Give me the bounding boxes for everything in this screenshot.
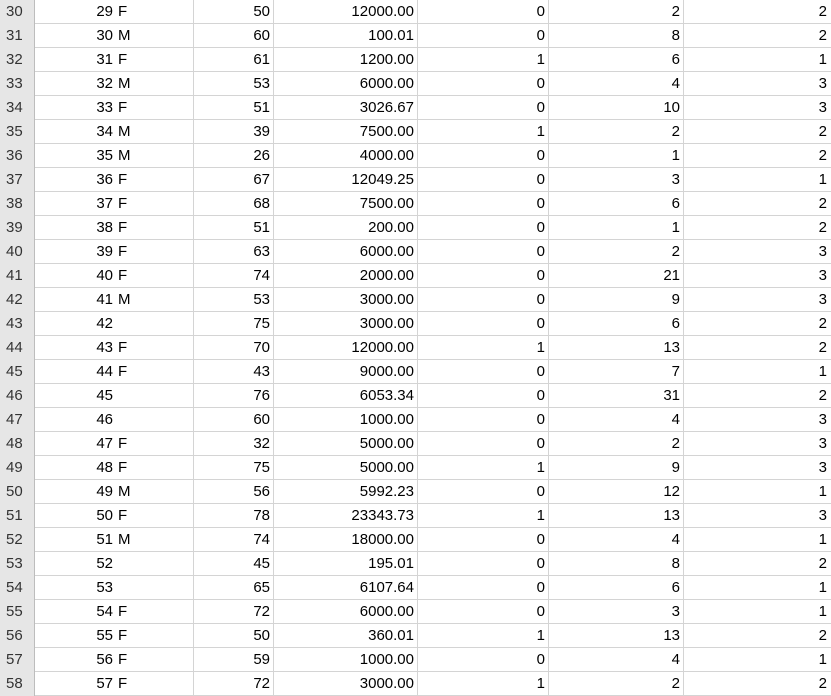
cell-id[interactable]: 55 [96, 627, 113, 644]
cell-id[interactable]: 47 [96, 435, 113, 452]
cell-id[interactable]: 54 [96, 603, 113, 620]
cell-count[interactable]: 7 [549, 360, 684, 384]
cell-binary-flag[interactable]: 1 [418, 120, 549, 144]
cell-id[interactable]: 34 [96, 123, 113, 140]
cell-amount[interactable]: 100.01 [274, 24, 418, 48]
cell-age[interactable]: 26 [194, 144, 274, 168]
cell-age[interactable]: 56 [194, 480, 274, 504]
table-row [0, 0, 831, 24]
cell-category[interactable]: 1 [818, 603, 827, 620]
cell-sex[interactable] [115, 408, 194, 432]
cell-age[interactable]: 51 [194, 216, 274, 240]
cell-count[interactable]: 9 [549, 288, 684, 312]
cell-sex[interactable]: F [115, 240, 194, 264]
cell-amount[interactable]: 12049.25 [274, 168, 418, 192]
row-header[interactable]: 47 [0, 408, 35, 432]
cell-amount[interactable]: 6000.00 [274, 72, 418, 96]
cell-count[interactable]: 3 [549, 600, 684, 624]
table-row [0, 600, 831, 624]
cell-binary-flag[interactable]: 0 [418, 168, 549, 192]
row-header[interactable]: 42 [0, 288, 35, 312]
table-row [0, 648, 831, 672]
cell-binary-flag[interactable]: 1 [418, 456, 549, 480]
cell-count[interactable]: 1 [549, 216, 684, 240]
cell-category[interactable]: 1 [818, 363, 827, 380]
cell-amount[interactable]: 3026.67 [274, 96, 418, 120]
cell-id[interactable]: 40 [96, 267, 113, 284]
cell-binary-flag[interactable]: 0 [418, 528, 549, 552]
cell-amount[interactable]: 7500.00 [274, 120, 418, 144]
table-row [0, 240, 831, 264]
cell-binary-flag[interactable]: 0 [418, 312, 549, 336]
cell-id[interactable]: 49 [96, 483, 113, 500]
table-row [0, 456, 831, 480]
cell-age[interactable]: 75 [194, 456, 274, 480]
cell-sex[interactable]: F [115, 672, 194, 696]
cell-binary-flag[interactable]: 0 [418, 264, 549, 288]
cell-sex[interactable]: F [115, 600, 194, 624]
cell-id[interactable]: 46 [96, 411, 113, 428]
cell-count[interactable]: 4 [549, 648, 684, 672]
cell-count[interactable]: 4 [549, 528, 684, 552]
cell-sex[interactable]: M [115, 120, 194, 144]
cell-amount[interactable]: 6000.00 [274, 240, 418, 264]
cell-id[interactable]: 43 [96, 339, 113, 356]
cell-count[interactable]: 2 [549, 120, 684, 144]
row-header[interactable]: 51 [0, 504, 35, 528]
cell-age[interactable]: 70 [194, 336, 274, 360]
row-header[interactable]: 40 [0, 240, 35, 264]
cell-sex[interactable]: F [115, 456, 194, 480]
table-row [0, 384, 831, 408]
cell-binary-flag[interactable]: 0 [418, 216, 549, 240]
cell-age[interactable]: 75 [194, 312, 274, 336]
cell-sex[interactable]: F [115, 0, 194, 24]
cell-age[interactable]: 74 [194, 528, 274, 552]
cell-id[interactable]: 33 [96, 99, 113, 116]
cell-category[interactable]: 2 [818, 219, 827, 236]
cell-count[interactable]: 6 [549, 192, 684, 216]
cell-category[interactable]: 3 [818, 75, 827, 92]
row-header[interactable]: 52 [0, 528, 35, 552]
cell-amount[interactable]: 7500.00 [274, 192, 418, 216]
table-row [0, 576, 831, 600]
cell-amount[interactable]: 200.00 [274, 216, 418, 240]
cell-age[interactable]: 68 [194, 192, 274, 216]
cell-category[interactable]: 3 [818, 243, 827, 260]
cell-amount[interactable]: 5000.00 [274, 432, 418, 456]
cell-amount[interactable]: 12000.00 [274, 0, 418, 24]
row-header[interactable]: 55 [0, 600, 35, 624]
table-row [0, 360, 831, 384]
row-header[interactable]: 45 [0, 360, 35, 384]
cell-sex[interactable]: F [115, 168, 194, 192]
cell-id[interactable]: 29 [96, 3, 113, 20]
cell-sex[interactable] [115, 312, 194, 336]
cell-id[interactable]: 39 [96, 243, 113, 260]
cell-sex[interactable]: F [115, 432, 194, 456]
cell-binary-flag[interactable]: 1 [418, 672, 549, 696]
cell-age[interactable]: 72 [194, 672, 274, 696]
cell-amount[interactable]: 1200.00 [274, 48, 418, 72]
cell-id[interactable]: 30 [96, 27, 113, 44]
cell-amount[interactable]: 12000.00 [274, 336, 418, 360]
cell-sex[interactable]: F [115, 336, 194, 360]
cell-id[interactable]: 57 [96, 675, 113, 692]
cell-sex[interactable]: M [115, 288, 194, 312]
table-row [0, 408, 831, 432]
row-header[interactable]: 50 [0, 480, 35, 504]
cell-amount[interactable]: 4000.00 [274, 144, 418, 168]
cell-category[interactable]: 1 [818, 483, 827, 500]
cell-amount[interactable]: 195.01 [274, 552, 418, 576]
cell-category[interactable]: 3 [818, 435, 827, 452]
row-header[interactable]: 39 [0, 216, 35, 240]
cell-age[interactable]: 53 [194, 72, 274, 96]
table-row [0, 144, 831, 168]
cell-amount[interactable]: 1000.00 [274, 648, 418, 672]
row-header[interactable]: 49 [0, 456, 35, 480]
cell-count[interactable]: 2 [549, 240, 684, 264]
cell-count[interactable]: 9 [549, 456, 684, 480]
cell-category[interactable]: 3 [818, 291, 827, 308]
cell-count[interactable]: 6 [549, 576, 684, 600]
cell-id[interactable]: 35 [96, 147, 113, 164]
cell-count[interactable]: 4 [549, 408, 684, 432]
cell-category[interactable]: 1 [818, 651, 827, 668]
cell-category[interactable]: 3 [818, 99, 827, 116]
cell-amount[interactable]: 18000.00 [274, 528, 418, 552]
cell-category[interactable]: 2 [818, 3, 827, 20]
cell-count[interactable]: 2 [549, 432, 684, 456]
cell-binary-flag[interactable]: 0 [418, 480, 549, 504]
cell-binary-flag[interactable]: 0 [418, 600, 549, 624]
cell-category[interactable]: 2 [818, 195, 827, 212]
cell-count[interactable]: 31 [549, 384, 684, 408]
cell-age[interactable]: 61 [194, 48, 274, 72]
cell-age[interactable]: 74 [194, 264, 274, 288]
cell-sex[interactable]: F [115, 192, 194, 216]
cell-binary-flag[interactable]: 0 [418, 96, 549, 120]
cell-count[interactable]: 1 [549, 144, 684, 168]
cell-sex[interactable]: M [115, 528, 194, 552]
table-row [0, 336, 831, 360]
cell-category[interactable]: 1 [818, 531, 827, 548]
cell-age[interactable]: 72 [194, 600, 274, 624]
row-header[interactable]: 56 [0, 624, 35, 648]
cell-amount[interactable]: 5992.23 [274, 480, 418, 504]
cell-age[interactable]: 45 [194, 552, 274, 576]
cell-age[interactable]: 63 [194, 240, 274, 264]
row-header[interactable]: 32 [0, 48, 35, 72]
cell-age[interactable]: 51 [194, 96, 274, 120]
cell-sex[interactable]: M [115, 72, 194, 96]
table-row [0, 72, 831, 96]
cell-binary-flag[interactable]: 1 [418, 336, 549, 360]
cell-category[interactable]: 3 [818, 459, 827, 476]
table-row [0, 120, 831, 144]
cell-sex[interactable] [115, 384, 194, 408]
cell-sex[interactable] [115, 552, 194, 576]
table-row [0, 288, 831, 312]
cell-binary-flag[interactable]: 0 [418, 288, 549, 312]
table-row [0, 24, 831, 48]
row-header[interactable]: 35 [0, 120, 35, 144]
cell-sex[interactable]: F [115, 216, 194, 240]
row-header[interactable]: 54 [0, 576, 35, 600]
cell-age[interactable]: 60 [194, 24, 274, 48]
cell-category[interactable]: 2 [818, 555, 827, 572]
cell-sex[interactable]: F [115, 624, 194, 648]
row-header[interactable]: 38 [0, 192, 35, 216]
row-header[interactable]: 44 [0, 336, 35, 360]
cell-category[interactable]: 2 [818, 387, 827, 404]
cell-category[interactable]: 1 [818, 171, 827, 188]
cell-binary-flag[interactable]: 0 [418, 360, 549, 384]
row-header[interactable]: 46 [0, 384, 35, 408]
cell-sex[interactable]: F [115, 648, 194, 672]
cell-category[interactable]: 2 [818, 675, 827, 692]
cell-category[interactable]: 3 [818, 507, 827, 524]
cell-id[interactable]: 31 [96, 51, 113, 68]
cell-category[interactable]: 1 [818, 579, 827, 596]
row-header[interactable]: 31 [0, 24, 35, 48]
table-row [0, 504, 831, 528]
cell-amount[interactable]: 23343.73 [274, 504, 418, 528]
cell-id[interactable]: 37 [96, 195, 113, 212]
cell-amount[interactable]: 9000.00 [274, 360, 418, 384]
cell-amount[interactable]: 3000.00 [274, 288, 418, 312]
cell-count[interactable]: 2 [549, 672, 684, 696]
cell-id[interactable]: 52 [96, 555, 113, 572]
cell-amount[interactable]: 6053.34 [274, 384, 418, 408]
cell-binary-flag[interactable]: 0 [418, 552, 549, 576]
cell-id[interactable]: 48 [96, 459, 113, 476]
cell-count[interactable]: 10 [549, 96, 684, 120]
cell-sex[interactable]: F [115, 96, 194, 120]
table-row [0, 216, 831, 240]
cell-count[interactable]: 4 [549, 72, 684, 96]
cell-id[interactable]: 36 [96, 171, 113, 188]
cell-category[interactable]: 3 [818, 267, 827, 284]
cell-amount[interactable]: 6000.00 [274, 600, 418, 624]
cell-id[interactable]: 42 [96, 315, 113, 332]
cell-age[interactable]: 50 [194, 0, 274, 24]
cell-binary-flag[interactable]: 0 [418, 192, 549, 216]
cell-binary-flag[interactable]: 1 [418, 504, 549, 528]
table-row [0, 168, 831, 192]
row-header[interactable]: 48 [0, 432, 35, 456]
cell-amount[interactable]: 3000.00 [274, 312, 418, 336]
cell-id[interactable]: 32 [96, 75, 113, 92]
cell-sex[interactable]: F [115, 48, 194, 72]
cell-age[interactable]: 67 [194, 168, 274, 192]
cell-category[interactable]: 1 [818, 51, 827, 68]
cell-binary-flag[interactable]: 0 [418, 72, 549, 96]
cell-age[interactable]: 50 [194, 624, 274, 648]
row-header[interactable]: 34 [0, 96, 35, 120]
cell-category[interactable]: 3 [818, 411, 827, 428]
cell-age[interactable]: 78 [194, 504, 274, 528]
cell-count[interactable]: 8 [549, 24, 684, 48]
cell-sex[interactable]: F [115, 504, 194, 528]
cell-category[interactable]: 2 [818, 147, 827, 164]
cell-age[interactable]: 39 [194, 120, 274, 144]
cell-binary-flag[interactable]: 0 [418, 408, 549, 432]
row-header[interactable]: 57 [0, 648, 35, 672]
cell-binary-flag[interactable]: 0 [418, 648, 549, 672]
cell-age[interactable]: 60 [194, 408, 274, 432]
table-row [0, 480, 831, 504]
cell-sex[interactable]: F [115, 360, 194, 384]
cell-age[interactable]: 65 [194, 576, 274, 600]
cell-binary-flag[interactable]: 0 [418, 0, 549, 24]
cell-age[interactable]: 76 [194, 384, 274, 408]
cell-binary-flag[interactable]: 1 [418, 48, 549, 72]
cell-category[interactable]: 2 [818, 315, 827, 332]
table-row [0, 264, 831, 288]
row-header[interactable]: 30 [0, 0, 35, 24]
cell-id[interactable]: 45 [96, 387, 113, 404]
table-row [0, 552, 831, 576]
cell-category[interactable]: 2 [818, 339, 827, 356]
cell-binary-flag[interactable]: 0 [418, 240, 549, 264]
cell-id[interactable]: 56 [96, 651, 113, 668]
row-header[interactable]: 43 [0, 312, 35, 336]
cell-age[interactable]: 53 [194, 288, 274, 312]
cell-count[interactable]: 21 [549, 264, 684, 288]
cell-amount[interactable]: 1000.00 [274, 408, 418, 432]
table-row [0, 624, 831, 648]
table-row [0, 432, 831, 456]
cell-id[interactable]: 44 [96, 363, 113, 380]
cell-id[interactable]: 53 [96, 579, 113, 596]
cell-binary-flag[interactable]: 0 [418, 24, 549, 48]
table-row [0, 96, 831, 120]
cell-count[interactable]: 6 [549, 312, 684, 336]
cell-count[interactable]: 12 [549, 480, 684, 504]
cell-age[interactable]: 43 [194, 360, 274, 384]
cell-count[interactable]: 2 [549, 0, 684, 24]
cell-count[interactable]: 13 [549, 336, 684, 360]
cell-age[interactable]: 59 [194, 648, 274, 672]
cell-count[interactable]: 13 [549, 504, 684, 528]
cell-binary-flag[interactable]: 0 [418, 576, 549, 600]
cell-count[interactable]: 3 [549, 168, 684, 192]
cell-id[interactable]: 38 [96, 219, 113, 236]
table-row [0, 528, 831, 552]
cell-id[interactable]: 41 [96, 291, 113, 308]
row-header[interactable]: 53 [0, 552, 35, 576]
table-row [0, 192, 831, 216]
cell-count[interactable]: 8 [549, 552, 684, 576]
cell-binary-flag[interactable]: 1 [418, 624, 549, 648]
cell-amount[interactable]: 6107.64 [274, 576, 418, 600]
cell-category[interactable]: 2 [818, 627, 827, 644]
cell-sex[interactable]: M [115, 24, 194, 48]
cell-category[interactable]: 2 [818, 27, 827, 44]
cell-amount[interactable]: 5000.00 [274, 456, 418, 480]
row-header[interactable]: 41 [0, 264, 35, 288]
table-row [0, 672, 831, 696]
cell-amount[interactable]: 2000.00 [274, 264, 418, 288]
row-header[interactable]: 33 [0, 72, 35, 96]
cell-id[interactable]: 50 [96, 507, 113, 524]
cell-amount[interactable]: 360.01 [274, 624, 418, 648]
row-header[interactable]: 36 [0, 144, 35, 168]
cell-binary-flag[interactable]: 0 [418, 144, 549, 168]
table-row [0, 312, 831, 336]
row-header[interactable]: 37 [0, 168, 35, 192]
cell-sex[interactable]: M [115, 144, 194, 168]
cell-sex[interactable]: F [115, 264, 194, 288]
cell-category[interactable]: 2 [818, 123, 827, 140]
cell-count[interactable]: 13 [549, 624, 684, 648]
cell-binary-flag[interactable]: 0 [418, 432, 549, 456]
table-row [0, 48, 831, 72]
cell-age[interactable]: 32 [194, 432, 274, 456]
cell-sex[interactable]: M [115, 480, 194, 504]
cell-count[interactable]: 6 [549, 48, 684, 72]
cell-amount[interactable]: 3000.00 [274, 672, 418, 696]
cell-id[interactable]: 51 [96, 531, 113, 548]
row-header[interactable]: 58 [0, 672, 35, 696]
cell-binary-flag[interactable]: 0 [418, 384, 549, 408]
cell-sex[interactable] [115, 576, 194, 600]
